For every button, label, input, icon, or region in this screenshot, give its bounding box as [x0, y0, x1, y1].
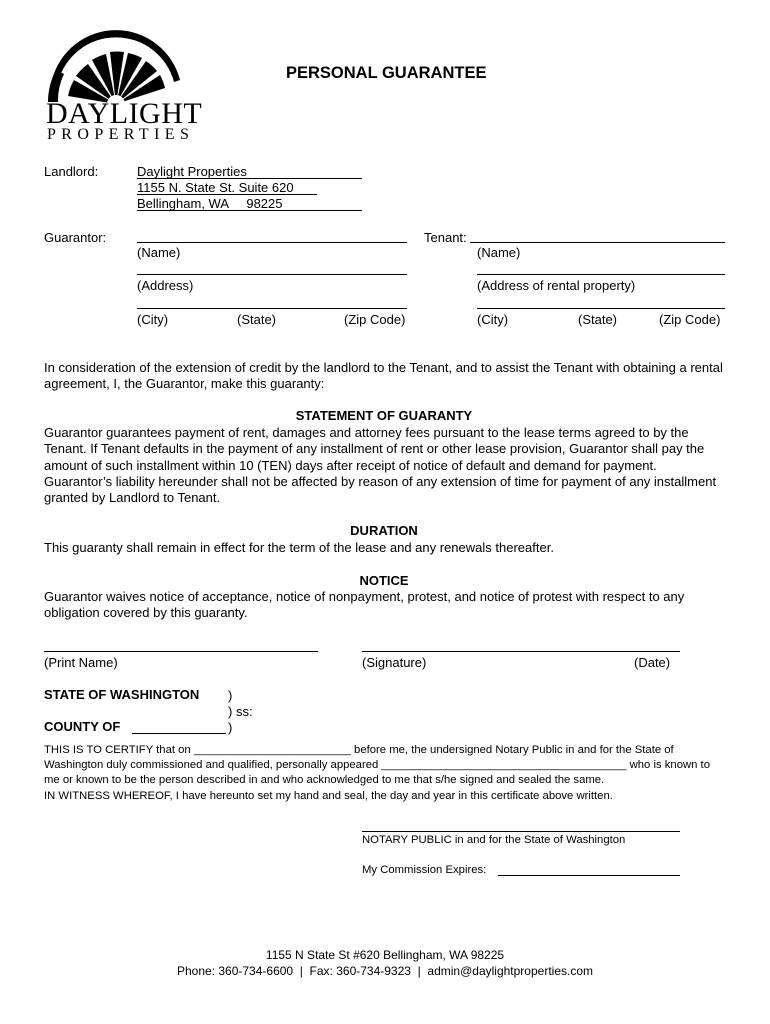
print-name-field[interactable] — [44, 651, 318, 652]
duration-body: This guaranty shall remain in effect for the term of the lease and any renewals thereafter. — [44, 540, 554, 555]
landlord-underline-1 — [137, 178, 362, 179]
date-caption: (Date) — [634, 655, 671, 670]
tenant-city-caption: (City) — [477, 312, 509, 327]
tenant-name-caption: (Name) — [477, 245, 521, 260]
landlord-underline-2 — [137, 194, 317, 195]
tenant-city-state-zip-field[interactable] — [477, 308, 725, 309]
print-name-caption: (Print Name) — [44, 655, 118, 670]
landlord-line1: Daylight Properties — [137, 164, 247, 179]
tenant-label: Tenant: — [424, 230, 467, 245]
signature-caption: (Signature) — [362, 655, 427, 670]
guarantor-name-caption: (Name) — [137, 245, 181, 260]
paren-close: ) — [228, 720, 233, 735]
certify-paragraph: THIS IS TO CERTIFY that on _________________________ before me, the undersigned Notary Public in and for the State of Washington duly commissioned and qualified, personally appeared _______________________________________ who is known to me or known to be the person described in and who acknowledged to me that s/he signed and sealed the same. — [44, 744, 710, 787]
tenant-address-caption: (Address of rental property) — [477, 278, 636, 293]
tenant-zip-caption: (Zip Code) — [659, 312, 721, 327]
witness-paragraph: IN WITNESS WHEREOF, I have hereunto set my hand and seal, the day and year in this certificate above written. — [44, 790, 613, 802]
state-label: STATE OF WASHINGTON — [44, 687, 200, 702]
tenant-name-field[interactable] — [470, 242, 725, 243]
footer-contact: Phone: 360-734-6600 | Fax: 360-734-9323 | admin@daylightproperties.com — [177, 964, 593, 978]
notary-signature-field[interactable] — [362, 831, 680, 832]
landlord-label: Landlord: — [44, 164, 99, 179]
guarantor-address-field[interactable] — [137, 274, 407, 275]
duration-heading: DURATION — [350, 523, 418, 538]
logo-subtitle: PROPERTIES — [47, 126, 195, 143]
guarantor-city-state-zip-field[interactable] — [137, 308, 407, 309]
county-label: COUNTY OF — [44, 719, 121, 734]
sunburst-logo-icon — [46, 30, 186, 104]
landlord-underline-3 — [137, 210, 362, 211]
landlord-line3: Bellingham, WA 98225 — [137, 196, 283, 211]
county-field[interactable] — [132, 733, 226, 734]
ss-marker: ) ss: — [228, 704, 253, 719]
guarantor-address-caption: (Address) — [137, 278, 194, 293]
logo-wordmark: DAYLIGHT — [46, 97, 203, 130]
tenant-state-caption: (State) — [578, 312, 618, 327]
landlord-line2: 1155 N. State St. Suite 620 — [137, 180, 294, 195]
guarantor-name-field[interactable] — [137, 242, 407, 243]
page-title: PERSONAL GUARANTEE — [286, 64, 487, 82]
guarantor-zip-caption: (Zip Code) — [344, 312, 406, 327]
notice-heading: NOTICE — [359, 573, 409, 588]
guarantor-label: Guarantor: — [44, 230, 107, 245]
statement-body: Guarantor guarantees payment of rent, damages and attorney fees pursuant to the lease terms agreed to by the Tenant. If Tenant defaults in the payment of any installment of rent or other lease provision, Guarantor shall pay the amount of such installment within 10 (TEN) days after receipt of notice of default and demand for payment. Guarantor’s liability hereunder shall not be affected by reason of any extension of time for payment of any installment granted by Landlord to Tenant. — [44, 425, 717, 506]
tenant-address-field[interactable] — [477, 274, 725, 275]
statement-heading: STATEMENT OF GUARANTY — [295, 408, 473, 423]
footer-address: 1155 N State St #620 Bellingham, WA 98225 — [265, 948, 505, 962]
commission-label: My Commission Expires: — [362, 864, 487, 876]
intro-paragraph: In consideration of the extension of credit by the landlord to the Tenant, and to assist the Tenant with obtaining a rental agreement, I, the Guarantor, make this guaranty: — [44, 360, 723, 392]
guarantor-city-caption: (City) — [137, 312, 169, 327]
paren-open: ) — [228, 688, 233, 703]
notice-body: Guarantor waives notice of acceptance, notice of nonpayment, protest, and notice of protest with respect to any obligation covered by this guaranty. — [44, 589, 685, 621]
commission-expires-field[interactable] — [498, 875, 680, 876]
notary-public-label: NOTARY PUBLIC in and for the State of Washington — [362, 834, 626, 846]
guarantor-state-caption: (State) — [237, 312, 277, 327]
signature-date-field[interactable] — [362, 651, 680, 652]
company-logo — [46, 30, 186, 104]
